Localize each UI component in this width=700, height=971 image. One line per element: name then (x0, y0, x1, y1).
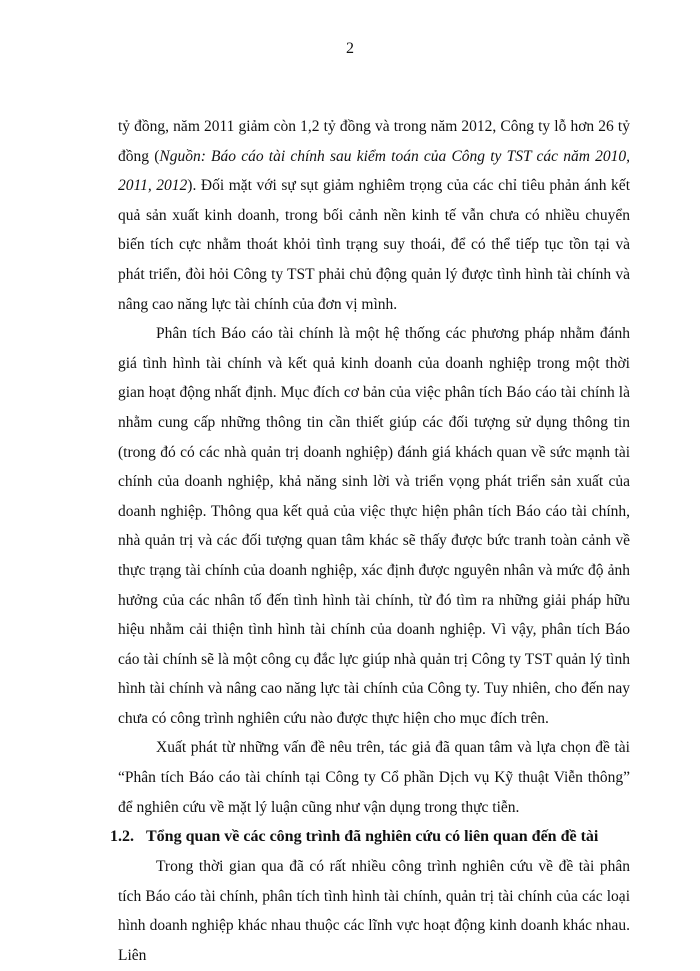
section-heading (110, 822, 630, 852)
paragraph-1 (118, 112, 630, 319)
section-title: Tổng quan về các công trình đã nghiên cứu có liên quan đến đề tài (146, 828, 599, 846)
paragraph-4: Trong thời gian qua đã có rất nhiều công trình nghiên cứu về đề tài phân tích Báo cáo tài chính, phân tích tình hình tài chính, quản trị tài chính của các loại hình doanh nghiệp khác nhau thuộc các lĩnh vực hoạt động kinh doanh khác nhau. Liên (118, 858, 630, 965)
paragraph-1-text-end: ). Đối mặt với sự sụt giảm nghiêm trọng của các chỉ tiêu phản ánh kết quả sản xuất kinh doanh, trong bối cảnh nền kinh tế vẫn chưa có nhiều chuyển biến tích cực nhằm thoát khỏi tình trạng suy thoái, để có thể tiếp tục tồn tại và phát triển, đòi hỏi Công ty TST phải chủ động quản lý được tình hình tài chính và nâng cao năng lực tài chính của đơn vị mình. (118, 177, 630, 313)
paragraph-2: Phân tích Báo cáo tài chính là một hệ thống các phương pháp nhằm đánh giá tình hình tài chính và kết quả kinh doanh của doanh nghiệp trong một thời gian hoạt động nhất định. Mục đích cơ bản của việc phân tích Báo cáo tài chính là nhằm cung cấp những thông tin cần thiết giúp các đối tượng sử dụng thông tin (trong đó có các nhà quản trị doanh nghiệp) đánh giá khách quan về sức mạnh tài chính của doanh nghiệp, khả năng sinh lời và triển vọng phát triển sản xuất của doanh nghiệp. Thông qua kết quả của việc thực hiện phân tích Báo cáo tài chính, nhà quản trị và các đối tượng quan tâm khác sẽ thấy được bức tranh toàn cảnh về thực trạng tài chính của doanh nghiệp, xác định được nguyên nhân và mức độ ảnh hưởng của các nhân tố đến tình hình tài chính, từ đó tìm ra những giải pháp hữu hiệu nhằm cải thiện tình hình tài chính của doanh nghiệp. Vì vậy, phân tích Báo cáo tài chính sẽ là một công cụ đắc lực giúp nhà quản trị Công ty TST quản lý tình hình tài chính và nâng cao năng lực tài chính của Công ty. Tuy nhiên, cho đến nay chưa có công trình nghiên cứu nào được thực hiện cho mục đích trên. (118, 325, 630, 727)
paragraph-3: Xuất phát từ những vấn đề nêu trên, tác giả đã quan tâm và lựa chọn đề tài “Phân tích Báo cáo tài chính tại Công ty Cổ phần Dịch vụ Kỹ thuật Viễn thông” để nghiên cứu về mặt lý luận cũng như vận dụng trong thực tiễn. (118, 739, 630, 816)
document-body (110, 112, 630, 971)
page-number: 2 (346, 40, 354, 57)
paragraph-1-text-start: tỷ đồng, năm 2011 giảm còn 1,2 tỷ đồng và trong năm 2012, Công ty lỗ hơn 26 tỷ đồng ( (118, 118, 630, 165)
source-citation: Nguồn: Báo cáo tài chính sau kiểm toán của Công ty TST các năm 2010, 2011, 2012 (118, 147, 630, 195)
section-number: 1.2. (110, 828, 134, 846)
